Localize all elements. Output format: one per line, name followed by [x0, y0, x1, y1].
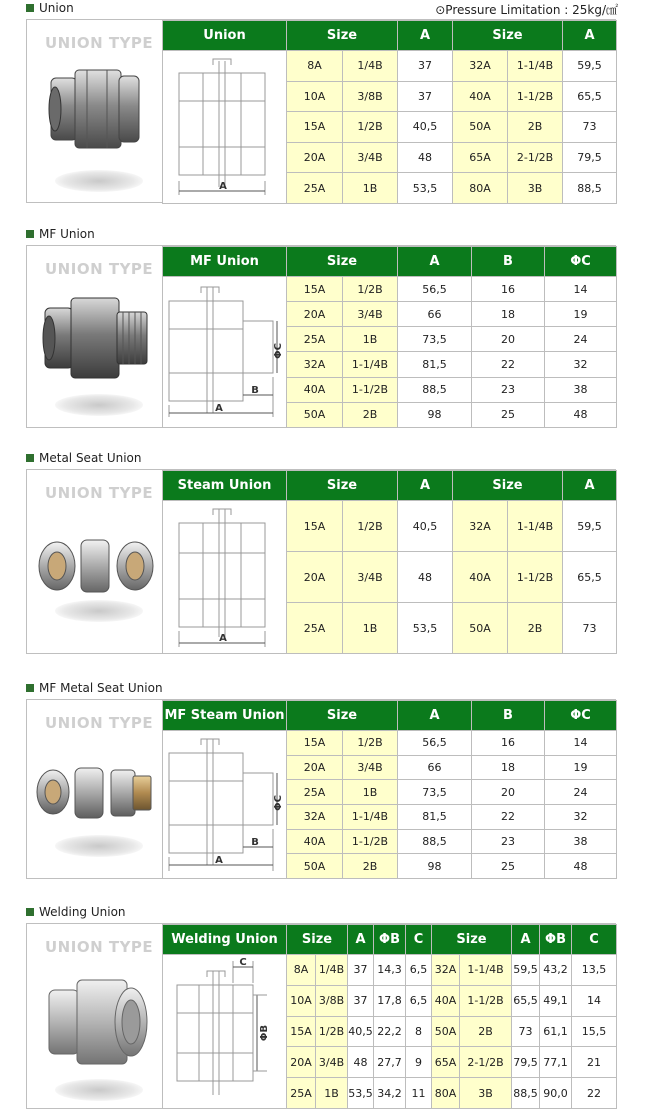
- cell: 10A: [287, 81, 343, 112]
- cell: 1B: [343, 603, 398, 654]
- cell: 49,1: [540, 985, 572, 1016]
- cell: 40A: [453, 81, 508, 112]
- cell: 22,2: [374, 1016, 406, 1047]
- header-c: C: [572, 925, 617, 955]
- cell: 37: [348, 985, 374, 1016]
- cell: 23: [472, 829, 545, 854]
- header-size: Size: [432, 925, 512, 955]
- cell: 24: [545, 780, 617, 805]
- cell: 1-1/4B: [343, 804, 398, 829]
- cell: 48: [398, 142, 453, 173]
- mf-union-fitting-icon: [27, 246, 162, 429]
- product-photo: [27, 20, 162, 202]
- cell: 73: [563, 603, 617, 654]
- header-a: A: [563, 21, 617, 51]
- cell: 40,5: [348, 1016, 374, 1047]
- header-b: ΦB: [540, 925, 572, 955]
- cell: 40,5: [398, 112, 453, 143]
- union-type-badge: UNION TYPE: [45, 34, 154, 52]
- cell: 19: [545, 302, 617, 327]
- cell: 38: [545, 829, 617, 854]
- union-type-badge: UNION TYPE: [45, 484, 154, 502]
- cell: 18: [472, 755, 545, 780]
- header-a: A: [563, 471, 617, 501]
- cell: 56,5: [398, 277, 472, 302]
- cell: 6,5: [406, 955, 432, 986]
- cell: 8A: [287, 51, 343, 82]
- table-row: [163, 277, 617, 302]
- header-c: ΦC: [545, 247, 617, 277]
- header-a: A: [398, 21, 453, 51]
- cell: 16: [472, 277, 545, 302]
- cell: 3/4B: [343, 142, 398, 173]
- pressure-limitation: ⊙Pressure Limitation : 25kg/㎠: [435, 3, 618, 17]
- cell: 50A: [453, 112, 508, 143]
- cell: 3/4B: [316, 1047, 348, 1078]
- cell: 81,5: [398, 804, 472, 829]
- cell: 90,0: [540, 1078, 572, 1109]
- cell: 66: [398, 755, 472, 780]
- cell: 32A: [453, 501, 508, 552]
- metal-seat-union-parts-icon: [27, 470, 162, 655]
- spec-table-welding-union: [162, 924, 617, 1109]
- cell: 61,1: [540, 1016, 572, 1047]
- header-a: A: [398, 247, 472, 277]
- section-title-text: MF Union: [39, 227, 95, 241]
- table-header-row: [163, 471, 617, 501]
- cell: 25A: [287, 603, 343, 654]
- mf-metal-seat-union-parts-icon: [27, 700, 162, 880]
- cell: 56,5: [398, 731, 472, 756]
- cell: 65,5: [563, 81, 617, 112]
- cell: 32A: [287, 804, 343, 829]
- header-size: Size: [287, 21, 398, 51]
- cell: 88,5: [398, 377, 472, 402]
- header-size: Size: [453, 471, 563, 501]
- cell: 1-1/2B: [460, 985, 512, 1016]
- cell: 1-1/4B: [508, 51, 563, 82]
- cell: 20: [472, 327, 545, 352]
- cell: 1/2B: [343, 731, 398, 756]
- cell: 3/8B: [316, 985, 348, 1016]
- section-title-metal-seat-union: [26, 451, 142, 465]
- header-c: C: [406, 925, 432, 955]
- cell: 40A: [287, 377, 343, 402]
- cell: 73: [512, 1016, 540, 1047]
- dimension-drawing: [163, 277, 287, 428]
- cell: 88,5: [512, 1078, 540, 1109]
- table-header-row: [163, 925, 617, 955]
- cell: 23: [472, 377, 545, 402]
- cell: 22: [472, 352, 545, 377]
- bullet-square-icon: [26, 908, 34, 916]
- cell: 2B: [343, 854, 398, 879]
- cell: 37: [348, 955, 374, 986]
- cell: 25A: [287, 780, 343, 805]
- union-type-badge: UNION TYPE: [45, 938, 154, 956]
- cell: 79,5: [512, 1047, 540, 1078]
- cell: 48: [398, 552, 453, 603]
- spec-table-metal-seat-union: [162, 470, 617, 654]
- dim-label-b: B: [251, 385, 259, 396]
- cell: 32A: [453, 51, 508, 82]
- cell: 15A: [287, 731, 343, 756]
- cell: 10A: [287, 985, 316, 1016]
- cell: 50A: [287, 854, 343, 879]
- cell: 1B: [343, 327, 398, 352]
- bullet-square-icon: [26, 230, 34, 238]
- dim-label-a: A: [219, 181, 227, 192]
- cell: 43,2: [540, 955, 572, 986]
- product-block-mf-union: [26, 245, 616, 428]
- cell: 3/8B: [343, 81, 398, 112]
- cell: 9: [406, 1047, 432, 1078]
- cell: 40,5: [398, 501, 453, 552]
- product-block-mf-metal-seat-union: [26, 699, 616, 879]
- dimension-drawing: [163, 731, 287, 879]
- header-size: Size: [287, 471, 398, 501]
- cell: 59,5: [512, 955, 540, 986]
- cell: 73,5: [398, 780, 472, 805]
- cell: 66: [398, 302, 472, 327]
- cell: 20A: [287, 302, 343, 327]
- table-header-row: [163, 21, 617, 51]
- product-photo: [27, 924, 162, 1108]
- cell: 65,5: [563, 552, 617, 603]
- cell: 21: [572, 1047, 617, 1078]
- cell: 15A: [287, 1016, 316, 1047]
- cell: 25A: [287, 327, 343, 352]
- cell: 25A: [287, 173, 343, 204]
- cell: 1/2B: [343, 277, 398, 302]
- dim-label-a: A: [215, 855, 223, 866]
- cell: 79,5: [563, 142, 617, 173]
- product-photo: [27, 246, 162, 427]
- cell: 17,8: [374, 985, 406, 1016]
- cell: 22: [472, 804, 545, 829]
- table-header-row: [163, 701, 617, 731]
- cell: 2-1/2B: [508, 142, 563, 173]
- cell: 8: [406, 1016, 432, 1047]
- cell: 2-1/2B: [460, 1047, 512, 1078]
- dimension-drawing: [163, 51, 287, 204]
- cell: 77,1: [540, 1047, 572, 1078]
- cell: 32A: [432, 955, 460, 986]
- cell: 1/2B: [316, 1016, 348, 1047]
- cell: 1-1/4B: [343, 352, 398, 377]
- cell: 1-1/4B: [460, 955, 512, 986]
- cell: 1-1/2B: [343, 377, 398, 402]
- cell: 8A: [287, 955, 316, 986]
- cell: 14: [572, 985, 617, 1016]
- bullet-square-icon: [26, 4, 34, 12]
- header-product: Welding Union: [163, 925, 287, 955]
- cell: 1/2B: [343, 112, 398, 143]
- header-size: Size: [287, 701, 398, 731]
- cell: 13,5: [572, 955, 617, 986]
- cell: 40A: [432, 985, 460, 1016]
- product-block-metal-seat-union: [26, 469, 616, 654]
- cell: 1B: [316, 1078, 348, 1109]
- cell: 1-1/4B: [508, 501, 563, 552]
- cell: 98: [398, 402, 472, 427]
- section-title-text: Metal Seat Union: [39, 451, 142, 465]
- cell: 3/4B: [343, 302, 398, 327]
- cell: 1-1/2B: [343, 829, 398, 854]
- cell: 59,5: [563, 501, 617, 552]
- header-size: Size: [287, 925, 348, 955]
- cell: 32: [545, 352, 617, 377]
- cell: 19: [545, 755, 617, 780]
- cell: 2B: [508, 112, 563, 143]
- cell: 2B: [508, 603, 563, 654]
- header-product: Steam Union: [163, 471, 287, 501]
- cell: 1B: [343, 780, 398, 805]
- cell: 25: [472, 854, 545, 879]
- cell: 88,5: [398, 829, 472, 854]
- cell: 80A: [432, 1078, 460, 1109]
- cell: 34,2: [374, 1078, 406, 1109]
- cell: 38: [545, 377, 617, 402]
- spec-table-mf-union: [162, 246, 617, 428]
- cell: 73,5: [398, 327, 472, 352]
- cell: 15A: [287, 112, 343, 143]
- dim-label-c: ΦC: [273, 343, 284, 359]
- cell: 2B: [460, 1016, 512, 1047]
- header-a: A: [398, 471, 453, 501]
- cell: 65A: [432, 1047, 460, 1078]
- cell: 32: [545, 804, 617, 829]
- section-title-mf-union: [26, 227, 95, 241]
- cell: 1B: [343, 173, 398, 204]
- union-type-badge: UNION TYPE: [45, 260, 154, 278]
- section-title-text: MF Metal Seat Union: [39, 681, 163, 695]
- header-a: A: [398, 701, 472, 731]
- cell: 65A: [453, 142, 508, 173]
- cell: 14: [545, 277, 617, 302]
- cell: 14: [545, 731, 617, 756]
- dim-label-a: A: [219, 633, 227, 644]
- cell: 65,5: [512, 985, 540, 1016]
- cell: 14,3: [374, 955, 406, 986]
- cell: 1/4B: [343, 51, 398, 82]
- cell: 48: [545, 402, 617, 427]
- spec-table-union: [162, 20, 617, 204]
- cell: 15A: [287, 277, 343, 302]
- cell: 53,5: [398, 603, 453, 654]
- dim-label-b: B: [251, 837, 259, 848]
- cell: 25A: [287, 1078, 316, 1109]
- cell: 50A: [432, 1016, 460, 1047]
- cell: 53,5: [398, 173, 453, 204]
- header-size: Size: [287, 247, 398, 277]
- header-product: Union: [163, 21, 287, 51]
- cell: 37: [398, 51, 453, 82]
- welding-union-fitting-icon: [27, 924, 162, 1110]
- cell: 53,5: [348, 1078, 374, 1109]
- header-b: B: [472, 701, 545, 731]
- cell: 20: [472, 780, 545, 805]
- table-row: [163, 501, 617, 552]
- cell: 1/2B: [343, 501, 398, 552]
- cell: 40A: [287, 829, 343, 854]
- table-row: [163, 955, 617, 986]
- product-block-union: [26, 19, 616, 203]
- cell: 50A: [287, 402, 343, 427]
- cell: 25: [472, 402, 545, 427]
- cell: 20A: [287, 142, 343, 173]
- header-product: MF Steam Union: [163, 701, 287, 731]
- section-title-welding-union: [26, 905, 126, 919]
- cell: 27,7: [374, 1047, 406, 1078]
- header-c: ΦC: [545, 701, 617, 731]
- union-type-badge: UNION TYPE: [45, 714, 154, 732]
- cell: 98: [398, 854, 472, 879]
- header-a: A: [512, 925, 540, 955]
- cell: 40A: [453, 552, 508, 603]
- header-size: Size: [453, 21, 563, 51]
- section-title-union: [26, 1, 74, 15]
- cell: 20A: [287, 755, 343, 780]
- cell: 3B: [460, 1078, 512, 1109]
- table-header-row: [163, 247, 617, 277]
- header-a: A: [348, 925, 374, 955]
- section-title-text: Union: [39, 1, 74, 15]
- header-product: MF Union: [163, 247, 287, 277]
- section-title-text: Welding Union: [39, 905, 126, 919]
- cell: 24: [545, 327, 617, 352]
- cell: 3/4B: [343, 552, 398, 603]
- cell: 32A: [287, 352, 343, 377]
- cell: 59,5: [563, 51, 617, 82]
- header-b: B: [472, 247, 545, 277]
- cell: 1-1/2B: [508, 81, 563, 112]
- table-row: [163, 731, 617, 756]
- dim-label-a: A: [215, 403, 223, 414]
- cell: 22: [572, 1078, 617, 1109]
- table-row: [163, 51, 617, 82]
- cell: 3B: [508, 173, 563, 204]
- cell: 20A: [287, 552, 343, 603]
- cell: 6,5: [406, 985, 432, 1016]
- cell: 37: [398, 81, 453, 112]
- cell: 15A: [287, 501, 343, 552]
- cell: 88,5: [563, 173, 617, 204]
- bullet-square-icon: [26, 684, 34, 692]
- cell: 80A: [453, 173, 508, 204]
- cell: 20A: [287, 1047, 316, 1078]
- cell: 1-1/2B: [508, 552, 563, 603]
- dimension-drawing: [163, 501, 287, 654]
- spec-table-mf-metal-seat-union: [162, 700, 617, 879]
- dim-label-c: C: [239, 957, 247, 968]
- cell: 50A: [453, 603, 508, 654]
- cell: 11: [406, 1078, 432, 1109]
- product-photo: [27, 700, 162, 878]
- section-title-mf-metal-seat-union: [26, 681, 163, 695]
- cell: 16: [472, 731, 545, 756]
- cell: 3/4B: [343, 755, 398, 780]
- cell: 18: [472, 302, 545, 327]
- dim-label-b: ΦB: [259, 1024, 270, 1042]
- dim-label-c: ΦC: [273, 795, 284, 811]
- cell: 48: [545, 854, 617, 879]
- product-photo: [27, 470, 162, 653]
- header-b: ΦB: [374, 925, 406, 955]
- cell: 2B: [343, 402, 398, 427]
- cell: 81,5: [398, 352, 472, 377]
- dimension-drawing: [163, 955, 287, 1109]
- cell: 48: [348, 1047, 374, 1078]
- cell: 73: [563, 112, 617, 143]
- union-fitting-icon: [27, 20, 162, 204]
- product-block-welding-union: [26, 923, 616, 1109]
- cell: 15,5: [572, 1016, 617, 1047]
- bullet-square-icon: [26, 454, 34, 462]
- cell: 1/4B: [316, 955, 348, 986]
